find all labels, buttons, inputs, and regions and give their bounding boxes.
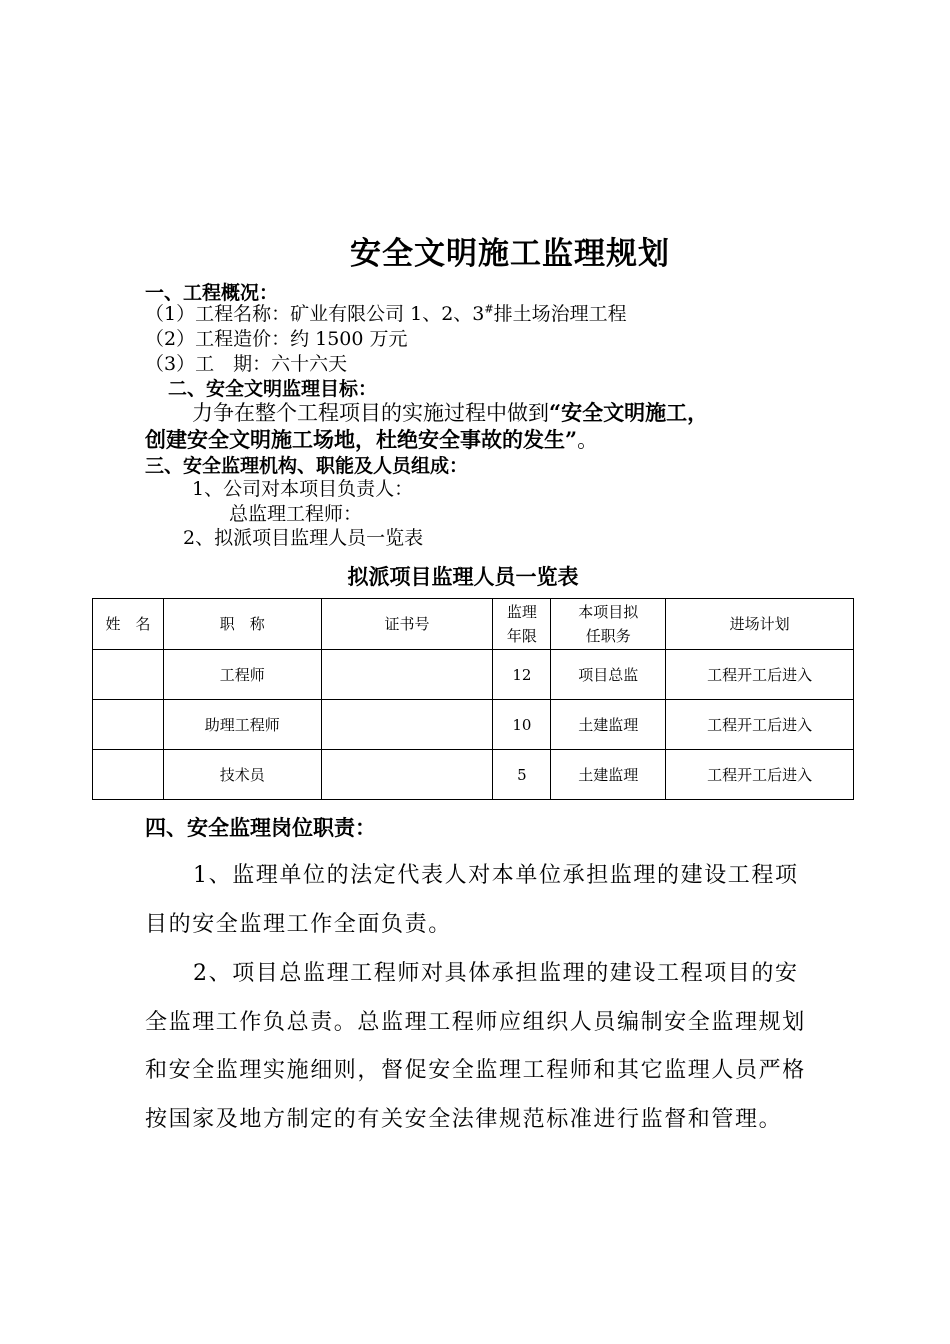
section-4-heading: 四、安全监理岗位职责：	[145, 815, 376, 840]
section-1-heading: 一、工程概况：	[145, 282, 279, 304]
header-position: 本项目拟任职务	[551, 599, 666, 650]
goal-quote-start: “安全文明施工，	[549, 400, 709, 425]
cell-entry-plan: 工程开工后进入	[666, 750, 854, 800]
chief-engineer-line: 总监理工程师：	[229, 503, 363, 525]
cell-years: 5	[493, 750, 551, 800]
project-name-text: （1）工程名称：矿业有限公司 1、2、3	[145, 303, 485, 325]
header-entry-plan: 进场计划	[666, 599, 854, 650]
cell-position: 土建监理	[551, 750, 666, 800]
goal-period: 。	[577, 428, 599, 452]
duty-paragraph-2: 2、项目总监理工程师对具体承担监理的建设工程项目的安全监理工作负总责。总监理工程师应组织人员编制安全监理规划和安全监理实施细则，督促安全监理工程师和其它监理人员严格按国家及地方制定的有关安全法律规范标准进行监督和管理。	[145, 961, 806, 1132]
cell-title: 助理工程师	[163, 700, 321, 750]
section-3-heading: 三、安全监理机构、职能及人员组成：	[145, 455, 469, 477]
cell-title: 工程师	[163, 650, 321, 700]
cell-name	[93, 650, 164, 700]
table-row	[93, 650, 854, 700]
cell-title: 技术员	[163, 750, 321, 800]
project-name-superscript: #	[484, 302, 494, 316]
cell-years: 10	[493, 700, 551, 750]
project-name-line	[145, 299, 627, 326]
cell-position: 土建监理	[551, 700, 666, 750]
table-row	[93, 700, 854, 750]
cell-certificate	[321, 700, 493, 750]
cell-entry-plan: 工程开工后进入	[666, 650, 854, 700]
project-cost-line: （2）工程造价：约 1500 万元	[145, 328, 408, 350]
section-2-heading: 二、安全文明监理目标：	[168, 378, 378, 400]
staff-list-line: 2、拟派项目监理人员一览表	[183, 527, 424, 549]
cell-certificate	[321, 750, 493, 800]
header-years: 监理年限	[493, 599, 551, 650]
goal-line-1	[192, 397, 708, 427]
cell-name	[93, 700, 164, 750]
document-title: 安全文明施工监理规划	[350, 236, 670, 272]
cell-years: 12	[493, 650, 551, 700]
header-certificate: 证书号	[321, 599, 493, 650]
table-header-row	[93, 599, 854, 650]
company-responsible-line: 1、公司对本项目负责人：	[192, 478, 414, 500]
goal-quote-end: 创建安全文明施工场地，杜绝安全事故的发生”	[145, 427, 578, 452]
project-name-suffix: 排土场治理工程	[493, 303, 627, 325]
header-title: 职 称	[163, 599, 321, 650]
cell-name	[93, 750, 164, 800]
table-row	[93, 750, 854, 800]
staff-table	[92, 598, 854, 800]
header-name: 姓 名	[93, 599, 164, 650]
cell-entry-plan: 工程开工后进入	[666, 700, 854, 750]
goal-text: 力争在整个工程项目的实施过程中做到	[192, 401, 549, 425]
duty-paragraph-1: 1、监理单位的法定代表人对本单位承担监理的建设工程项目的安全监理工作全面负责。	[145, 863, 799, 937]
goal-line-2	[145, 424, 598, 454]
table-caption: 拟派项目监理人员一览表	[347, 564, 579, 589]
project-duration-line: （3）工 期：六十六天	[145, 353, 348, 375]
cell-certificate	[321, 650, 493, 700]
cell-position: 项目总监	[551, 650, 666, 700]
